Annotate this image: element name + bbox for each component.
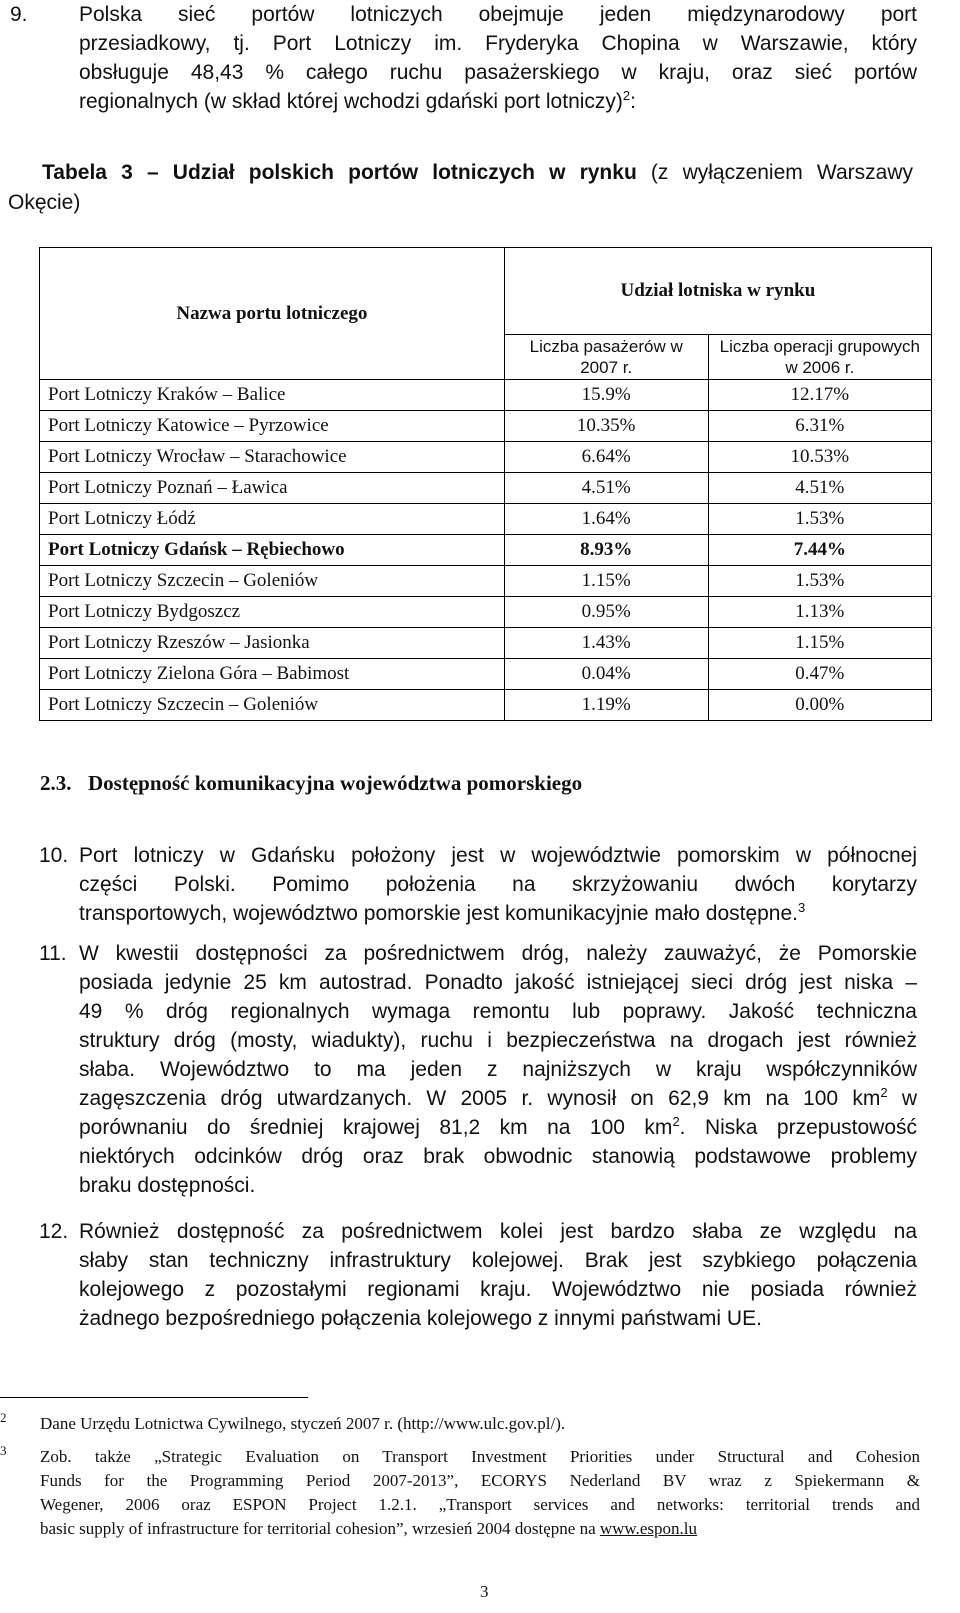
table-row (40, 380, 932, 411)
airport-share-table (39, 247, 932, 721)
operations-share-cell: 12.17% (708, 380, 931, 411)
paragraph-10 (39, 841, 917, 928)
text-line: struktury dróg (mosty, wiadukty), ruchu i bezpieczeństwa na drogach jest również (79, 1029, 917, 1052)
passengers-share-cell: 8.93% (504, 535, 708, 566)
text-line: żadnego bezpośredniego połączenia kolejowego z innymi państwami UE. (79, 1307, 762, 1330)
paragraph-number: 11. (39, 942, 67, 965)
passengers-share-cell: 0.04% (504, 659, 708, 690)
section-heading (40, 771, 582, 796)
table-row (40, 690, 932, 721)
passengers-share-cell: 4.51% (504, 473, 708, 504)
table-body (40, 380, 932, 721)
airport-name-cell: Port Lotniczy Katowice – Pyrzowice (40, 411, 505, 442)
footnote-line: Funds for the Programming Period 2007-2013”, ECORYS Nederland BV wraz z Spiekermann & (40, 1471, 920, 1490)
text-line: porównaniu do średniej krajowej 81,2 km na 100 $km^2$. Niska przepustowość (79, 1114, 918, 1139)
operations-share-cell: 4.51% (708, 473, 931, 504)
text-line: posiada jedynie 25 km autostrad. Ponadto jakość istniejącej sieci dróg jest niska – (79, 971, 917, 994)
section-number: 2.3. (40, 771, 72, 795)
airport-name-cell: Port Lotniczy Wrocław – Starachowice (40, 442, 505, 473)
text-line: zagęszczenia dróg utwardzanych. W 2005 r. wynosił on 62,9 km na 100 $km^2$ w (79, 1085, 917, 1110)
text-line: słaba. Województwo to ma jeden z najniższych w kraju współczynników (79, 1058, 917, 1081)
operations-share-cell: 1.53% (708, 504, 931, 535)
section-title: Dostępność komunikacyjna województwa pomorskiego (88, 771, 583, 795)
airport-name-cell: Port Lotniczy Szczecin – Goleniów (40, 566, 505, 597)
passengers-share-cell: 10.35% (504, 411, 708, 442)
caption-title: Tabela 3 – Udział polskich portów lotniczych w rynku (42, 161, 637, 184)
paragraph-12 (39, 1217, 917, 1333)
operations-share-cell: 0.47% (708, 659, 931, 690)
table-row (40, 597, 932, 628)
airport-name-cell: Port Lotniczy Poznań – Ławica (40, 473, 505, 504)
passengers-share-cell: 0.95% (504, 597, 708, 628)
footnote-line: Zob. także „Strategic Evaluation on Transport Investment Priorities under Structural and Cohesion (40, 1447, 920, 1466)
footnote-mark: 2 (0, 1410, 7, 1425)
paragraph-11 (39, 939, 918, 1200)
airport-name-cell: Port Lotniczy Zielona Góra – Babimost (40, 659, 505, 690)
operations-share-cell: 1.53% (708, 566, 931, 597)
text-line: przesiadkowy, tj. Port Lotniczy im. Fryderyka Chopina w Warszawie, który (79, 32, 917, 55)
airport-name-cell: Port Lotniczy Kraków – Balice (40, 380, 505, 411)
operations-share-cell: 1.13% (708, 597, 931, 628)
text-line: 49 % dróg regionalnych wymaga remontu lub poprawy. Jakość techniczna (79, 1000, 917, 1023)
caption-note: (z wyłączeniem Warszawy (636, 161, 913, 184)
operations-share-cell: 6.31% (708, 411, 931, 442)
table-row (40, 504, 932, 535)
column-group-header: Udział lotniska w rynku (504, 248, 931, 335)
column-header-name: Nazwa portu lotniczego (40, 248, 505, 380)
page-number: 3 (480, 1582, 489, 1601)
table-row (40, 659, 932, 690)
text-line: Polska sieć portów lotniczych obejmuje jeden międzynarodowy port (79, 3, 917, 26)
table-row (40, 473, 932, 504)
text-line: transportowych, województwo pomorskie jest komunikacyjnie mało dostępne.$^3$ (79, 900, 806, 925)
text-line: obsługuje 48,43 % całego ruchu pasażerskiego w kraju, oraz sieć portów (79, 61, 917, 84)
table-row (40, 442, 932, 473)
espon-link[interactable]: www.espon.lu (599, 1519, 697, 1538)
footnote-3 (0, 1443, 920, 1541)
caption-line-2: Okęcie) (8, 191, 81, 214)
superscript: 2 (672, 1114, 680, 1129)
text-line: Również dostępność za pośrednictwem kolei jest bardzo słaba ze względu na (79, 1220, 917, 1243)
airport-name-cell: Port Lotniczy Gdańsk – Rębiechowo (40, 535, 505, 566)
passengers-share-cell: 1.15% (504, 566, 708, 597)
text-line: kolejowego z pozostałymi regionami kraju. Województwo nie posiada również (79, 1278, 917, 1301)
column-header-passengers: Liczba pasażerów w 2007 r. (504, 335, 708, 380)
footnote-divider (0, 1397, 308, 1398)
operations-share-cell: 0.00% (708, 690, 931, 721)
footnote-text: Dane Urzędu Lotnictwa Cywilnego, styczeń 2007 r. (http://www.ulc.gov.pl/). (40, 1414, 566, 1433)
table-row (40, 566, 932, 597)
operations-share-cell: 10.53% (708, 442, 931, 473)
operations-share-cell: 7.44% (708, 535, 931, 566)
passengers-share-cell: 1.19% (504, 690, 708, 721)
passengers-share-cell: 15.9% (504, 380, 708, 411)
footnote-mark: 3 (0, 1443, 7, 1458)
text-line: części Polski. Pomimo położenia na skrzyżowaniu dwóch korytarzy (79, 873, 917, 896)
paragraph-9 (10, 0, 917, 116)
text-line: W kwestii dostępności za pośrednictwem dróg, należy zauważyć, że Pomorskie (79, 942, 917, 965)
airport-name-cell: Port Lotniczy Rzeszów – Jasionka (40, 628, 505, 659)
paragraph-number: 9. (10, 3, 28, 26)
airport-name-cell: Port Lotniczy Szczecin – Goleniów (40, 690, 505, 721)
airport-name-cell: Port Lotniczy Łódź (40, 504, 505, 535)
footnote-line: basic supply of infrastructure for territorial cohesion”, wrzesień 2004 dostępne na www.espon.lu (40, 1519, 697, 1538)
column-header-operations: Liczba operacji grupowych w 2006 r. (708, 335, 931, 380)
airport-name-cell: Port Lotniczy Bydgoszcz (40, 597, 505, 628)
text-line: Port lotniczy w Gdańsku położony jest w województwie pomorskim w północnej (79, 844, 917, 867)
table-row (40, 535, 932, 566)
footnote-2 (0, 1410, 920, 1436)
footnote-ref[interactable]: 2 (622, 88, 631, 103)
table-row (40, 411, 932, 442)
superscript: 2 (880, 1085, 888, 1100)
table-row (40, 628, 932, 659)
table-caption (8, 158, 913, 218)
paragraph-number: 12. (39, 1220, 69, 1243)
operations-share-cell: 1.15% (708, 628, 931, 659)
text-line: regionalnych (w skład której wchodzi gdański port lotniczy)$^2$: (79, 88, 636, 113)
footnote-ref[interactable]: 3 (798, 900, 806, 915)
passengers-share-cell: 1.64% (504, 504, 708, 535)
passengers-share-cell: 6.64% (504, 442, 708, 473)
text-line: niektórych odcinków dróg oraz brak obwodnic stanowią podstawowe problemy (79, 1145, 917, 1168)
footnote-line: Wegener, 2006 oraz ESPON Project 1.2.1. „Transport services and networks: territorial trends and (40, 1495, 920, 1514)
text-line: braku dostępności. (79, 1174, 256, 1197)
passengers-share-cell: 1.43% (504, 628, 708, 659)
paragraph-number: 10. (39, 844, 69, 867)
text-line: słaby stan techniczny infrastruktury kolejowej. Brak jest szybkiego połączenia (79, 1249, 917, 1272)
